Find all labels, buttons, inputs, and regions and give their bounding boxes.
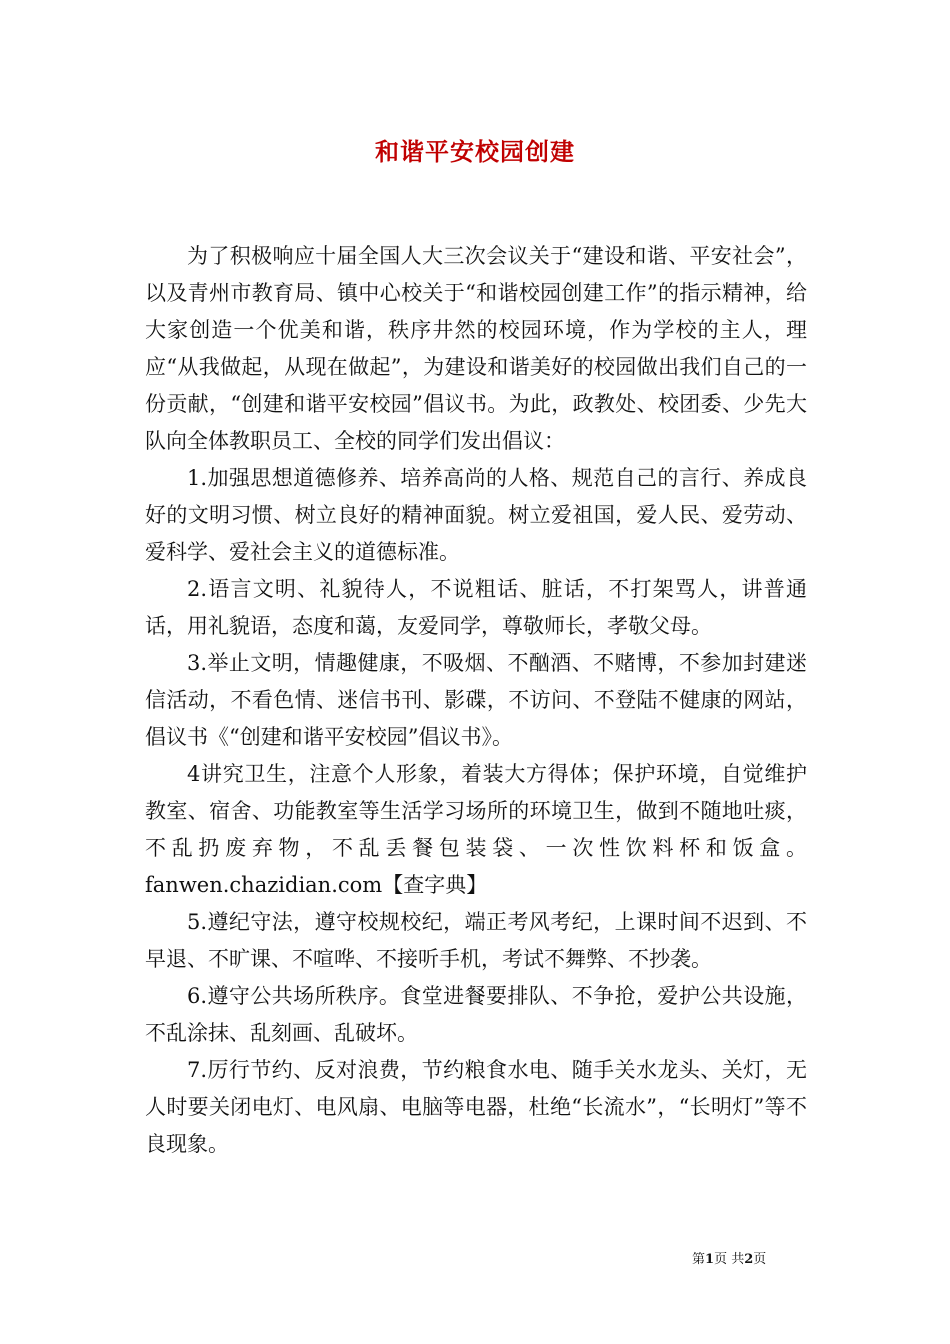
page-number-current: 1 [705, 1252, 715, 1267]
paragraph-item-5: 5.遵纪守法，遵守校规校纪，端正考风考纪，上课时间不迟到、不早退、不旷课、不喧哗、不接听手机，考试不舞弊、不抄袭。 [145, 910, 807, 971]
document-body [145, 238, 807, 1163]
page-number-prefix: 第 [692, 1252, 706, 1267]
page-number [692, 1248, 766, 1267]
paragraph-intro: 为了积极响应十届全国人大三次会议关于“建设和谐、平安社会”，以及青州市教育局、镇中心校关于“和谐校园创建工作”的指示精神，给大家创造一个优美和谐，秩序井然的校园环境，作为学校的主人，理应“从我做起，从现在做起”，为建设和谐美好的校园做出我们自己的一份贡献，“创建和谐平安校园”倡议书。为此，政教处、校团委、少先大队向全体教职员工、全校的同学们发出倡议： [145, 244, 807, 453]
paragraph-item-6: 6.遵守公共场所秩序。食堂进餐要排队、不争抢，爱护公共设施，不乱涂抹、乱刻画、乱破坏。 [145, 984, 807, 1045]
paragraph-item-1: 1.加强思想道德修养、培养高尚的人格、规范自己的言行、养成良好的文明习惯、树立良好的精神面貌。树立爱祖国，爱人民、爱劳动、爱科学、爱社会主义的道德标准。 [145, 466, 807, 564]
page-number-suffix: 页 [753, 1252, 767, 1267]
document-title: 和谐平安校园创建 [375, 137, 575, 166]
paragraph-item-3: 3.举止文明，情趣健康，不吸烟、不酗酒、不赌博，不参加封建迷信活动，不看色情、迷信书刊、影碟，不访问、不登陆不健康的网站，倡议书《“创建和谐平安校园”倡议书》。 [145, 651, 807, 749]
paragraph-item-2: 2.语言文明、礼貌待人，不说粗话、脏话，不打架骂人，讲普通话，用礼貌语，态度和蔼，友爱同学，尊敬师长，孝敬父母。 [145, 577, 807, 638]
paragraph-item-4: 4讲究卫生，注意个人形象，着装大方得体；保护环境，自觉维护教室、宿舍、功能教室等生活学习场所的环境卫生，做到不随地吐痰，不乱扔废弃物，不乱丢餐包装袋、一次性饮料杯和饭盒。fanwen.chazidian.com【查字典】 [145, 762, 807, 897]
page-number-total: 2 [744, 1252, 754, 1267]
paragraph-item-7: 7.厉行节约、反对浪费，节约粮食水电、随手关水龙头、关灯，无人时要关闭电灯、电风扇、电脑等电器，杜绝“长流水”，“长明灯”等不良现象。 [145, 1058, 807, 1156]
page-number-middle: 页 共 [714, 1252, 745, 1267]
